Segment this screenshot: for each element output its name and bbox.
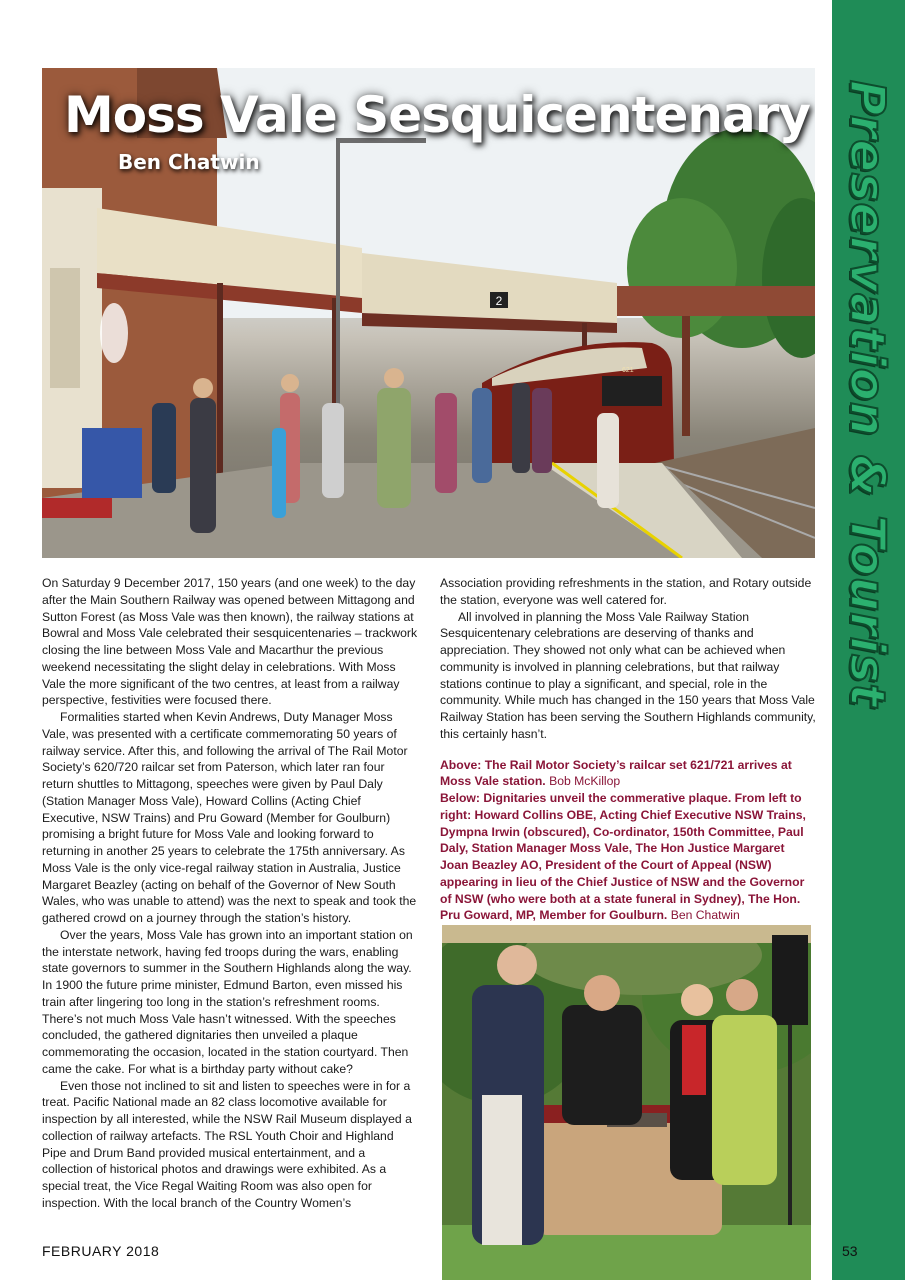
plaque-unveiling-photo — [442, 925, 811, 1280]
body-paragraph: All involved in planning the Moss Vale Railway Station Sesquicentenary celebrations are deserving of thanks and appreciation. They showed not only what can be achieved when community is involved in planning celebrations, but that railway stations continue to play a significant, and special, role in the community. While much has changed in the 150 years that Moss Vale Railway Station has been serving the Southern Highlands community, this certainly hasn’t. — [440, 609, 816, 741]
caption-above-credit: Bob McKillop — [549, 774, 621, 789]
caption-below-credit: Ben Chatwin — [670, 908, 740, 923]
railcar-number: 621 — [622, 367, 634, 374]
page-number: 53 — [842, 1243, 858, 1259]
caption-above — [440, 757, 816, 791]
issue-date: FEBRUARY 2018 — [42, 1243, 160, 1259]
article-byline: Ben Chatwin — [118, 150, 260, 174]
photo-captions — [440, 757, 816, 925]
caption-above-text: Above: The Rail Motor Society’s railcar set 621/721 arrives at Moss Vale station. — [440, 757, 792, 789]
body-paragraph: On Saturday 9 December 2017, 150 years (and one week) to the day after the Main Southern Railway was opened between Mittagong and Sutton Forest (as Moss Vale was then known), the railway stations at Bowral and Moss Vale celebrated their sesquicentenaries – trackwork closing the line between Moss Vale and Macarthur the previous weekend necessitating the slight delay in celebrations. With Moss Vale the more significant of the two centres, at least from a railway perspective, festivities were focused there. — [42, 576, 418, 708]
hero-photo — [42, 68, 815, 558]
article-title: Moss Vale Sesquicentenary — [64, 86, 810, 144]
caption-below — [440, 790, 816, 924]
article-column-left — [42, 575, 418, 1212]
section-band — [832, 0, 905, 1280]
body-paragraph: Even those not inclined to sit and listen to speeches were in for a treat. Pacific National made an 82 class locomotive available for inspection by all interested, while the NSW Rail Museum displayed a collection of railway artefacts. The RSL Youth Choir and Highland Pipe and Drum Band provided musical entertainment, and a collection of historical photos and drawings were exhibited. As a special treat, the Vice Regal Waiting Room was also open for inspection. With the local branch of the Country Women’s — [42, 1078, 412, 1210]
section-band-text-wrap — [832, 0, 905, 1280]
section-band-label: Preservation & Tourist — [839, 80, 895, 708]
body-paragraph: Formalities started when Kevin Andrews, Duty Manager Moss Vale, was presented with a certificate commemorating 50 years of railway service. After this, and following the arrival of The Rail Motor Society’s 620/720 railcar set from Paterson, which later ran four return shuttles to Mittagong, speeches were given by Paul Daly (Station Manager Moss Vale), Howard Collins (Acting Chief Executive, NSW Trains) and Pru Goward (Member for Goulburn) promising a bright future for Moss Vale and looking forward to returning in another 25 years to celebrate the 175th anniversary. As Moss Vale is the only vice-regal railway station in Australia, Justice Margaret Beazley (acting on behalf of the Governor of New South Wales, who was unable to attend) was the next to speak and took the gathered crowd on a journey through the station’s history. — [42, 710, 417, 925]
body-paragraph: Over the years, Moss Vale has grown into an important station on the interstate network, having fed troops during the wars, enabling state governors to summer in the Southern Highlands along the way. In 1900 the future prime minister, Edmund Barton, even missed his train after lingering too long in the station’s refreshment rooms. There’s not much Moss Vale hasn’t witnessed. With the speeches concluded, the gathered dignitaries then unveiled a plaque commemorating the occasion, located in the station courtyard. Then came the cake. For what is a birthday party without cake? — [42, 927, 413, 1076]
body-paragraph: Association providing refreshments in the station, and Rotary outside the station, everyone was well catered for. — [440, 576, 812, 607]
caption-below-text: Below: Dignitaries unveil the commerative plaque. From left to right: Howard Collins OBE, Acting Chief Executive NSW Trains, Dympna Irwin (obscured), Co-ordinator, 150th Committee, Paul Daly, Station Manager Moss Vale, The Hon Justice Margaret Joan Beazley AO, President of the Court of Appeal (NSW) appearing in lieu of the Chief Justice of NSW and the Governor of NSW (who were both at a state funeral in Sydney), The Hon. Pru Goward, MP, Member for Goulburn. — [440, 791, 806, 923]
article-column-right — [440, 575, 816, 924]
plaque-photo-illustration — [442, 925, 811, 1280]
platform-number-sign: 2 — [495, 294, 503, 308]
